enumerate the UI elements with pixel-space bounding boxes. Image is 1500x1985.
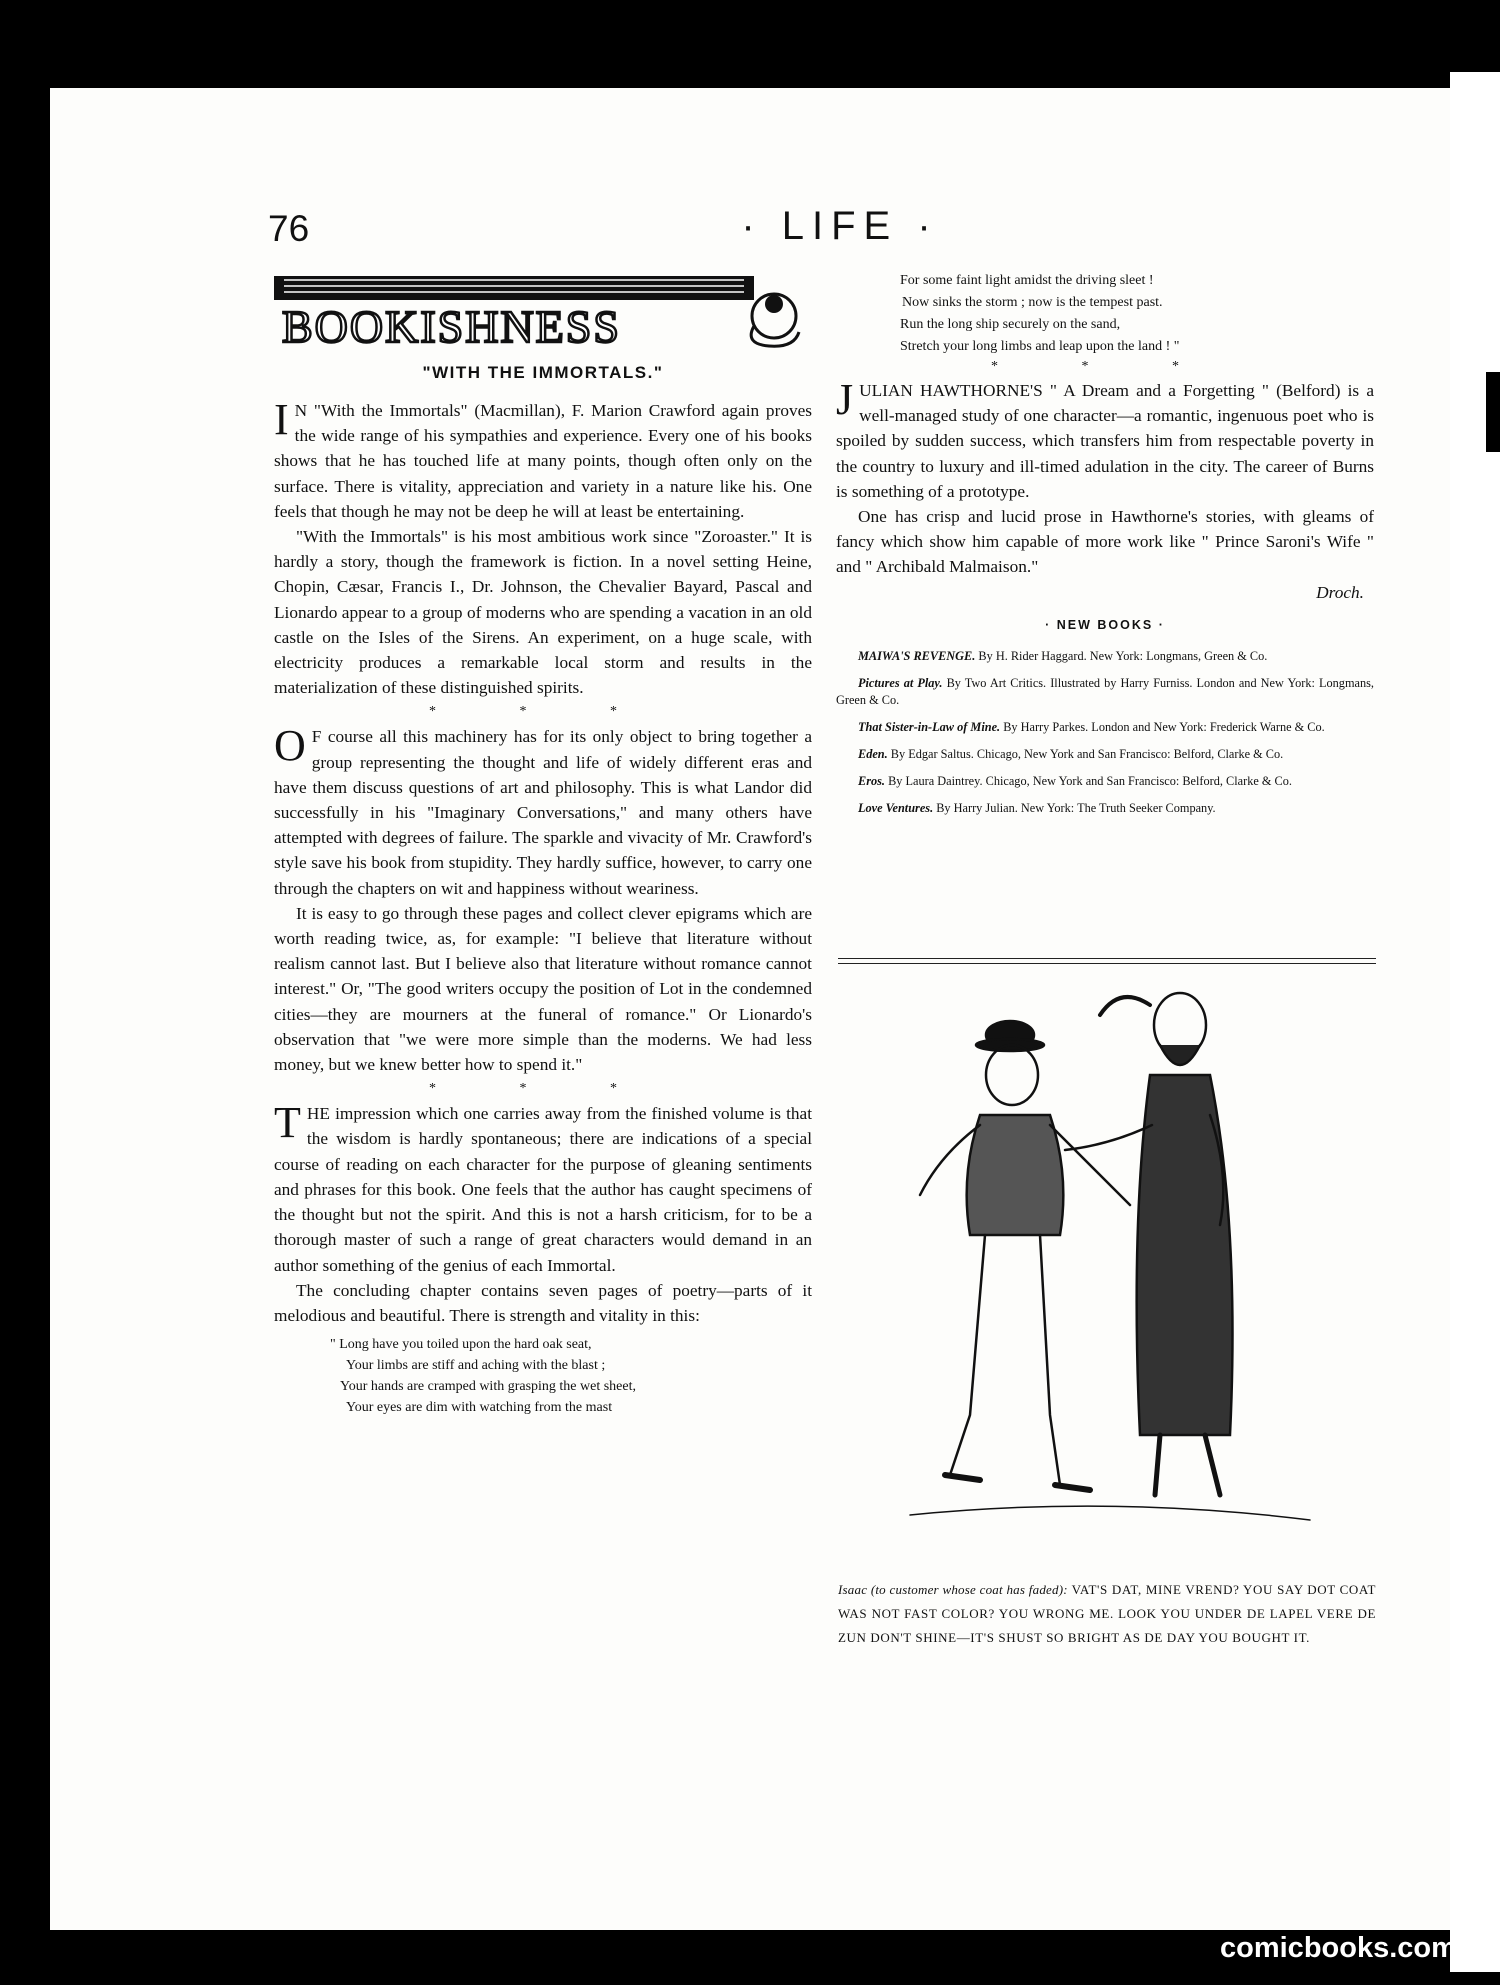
banner-title: BOOKISHNESS bbox=[282, 301, 621, 352]
paragraph-3: O F course all this machinery has for its only object to bring together a group representing the thought and life of widely different eras and have them discuss questions of art and philosophy. This is what Landor did successfully in his "Imaginary Conversations," and many others have attempted with degrees of failure. The sparkle and vivacity of Mr. Crawford's style save his book from stupidity. They hardly suffice, however, to carry one through the chapters on wit and happiness without weariness. bbox=[274, 721, 812, 898]
new-books-heading: · NEW BOOKS · bbox=[1045, 617, 1165, 632]
book-listing: That Sister-in-Law of Mine. By Harry Parkes. London and New York: Frederick Warne & Co. bbox=[858, 720, 1325, 735]
paragraph-5: THE impression which one carries away from the finished volume is that the wisdom is hardly spontaneous; there are indications of a special course of reading on each character for the purpose of gleaning sentiments and phrases for this book. One feels that the author has caught specimens of the thought but not the spirit. And this is not a harsh criticism, for to be a thorough master of such a range of great characters would demand in an author something of the genius of each Immortal. bbox=[274, 1098, 812, 1275]
section-divider: * * * bbox=[991, 359, 1219, 374]
poem-continuation bbox=[900, 270, 1179, 358]
article-heading: "WITH THE IMMORTALS." bbox=[422, 363, 664, 382]
book-listing: Love Ventures. By Harry Julian. New York: The Truth Seeker Company. bbox=[858, 801, 1216, 816]
paragraph-2: "With the Immortals" is his most ambitious work since "Zoroaster." It is hardly a story, though the framework is fiction. In a novel setting Heine, Chopin, Cæsar, Francis I., Dr. Johnson, the Chevalier Bayard, Pascal and Lionardo appear to a group of moderns who are spending a vacation in an old castle on the Isles of the Sirens. An experiment, on a huge scale, with electricity produces a remarkable local storm and results in the materialization of these distinguished spirits. bbox=[274, 527, 812, 698]
caption-speaker: Isaac (to customer whose coat has faded): bbox=[838, 1582, 1068, 1597]
cartoon-caption bbox=[838, 1578, 1376, 1650]
book-listing: MAIWA'S REVENGE. By H. Rider Haggard. New York: Longmans, Green & Co. bbox=[858, 649, 1268, 664]
drop-cap: T bbox=[274, 1098, 301, 1148]
cartoon-illustration bbox=[890, 975, 1330, 1555]
masthead: · LIFE · bbox=[741, 204, 939, 248]
caption-dialogue: VAT'S DAT, MINE VREND? YOU SAY DOT COAT WAS NOT FAST COLOR? YOU WRONG ME. LOOK YOU UNDER DE LAPEL VERE DE ZUN DON'T SHINE—IT'S SHUST SO BRIGHT AS DE DAY YOU BOUGHT IT. bbox=[838, 1582, 1376, 1645]
poem-line: Now sinks the storm ; now is the tempest past. bbox=[902, 295, 1163, 310]
drop-cap: J bbox=[836, 375, 854, 424]
paragraph-6: The concluding chapter contains seven pages of poetry—parts of it melodious and beautiful. There is strength and vitality in this: bbox=[274, 1280, 812, 1325]
watermark: comicbooks.com bbox=[1220, 1932, 1457, 1964]
poem-line: Your limbs are stiff and aching with the blast ; bbox=[346, 1358, 606, 1374]
drop-cap: O bbox=[274, 721, 306, 771]
paragraph-8: One has crisp and lucid prose in Hawthorne's stories, with gleams of fancy which show him capable of more work like " Prince Saroni's Wife " and " Archibald Malmaison." bbox=[836, 507, 1374, 577]
poem-line: Run the long ship securely on the sand, bbox=[900, 317, 1121, 332]
section-divider: * * * bbox=[429, 704, 657, 720]
section-divider: * * * bbox=[429, 1081, 657, 1097]
poem-line: Stretch your long limbs and leap upon the land ! " bbox=[900, 339, 1180, 354]
bookishness-banner bbox=[274, 274, 814, 354]
book-listing: Pictures at Play. By Two Art Critics. Illustrated by Harry Furniss. London and New York: Longmans, Green & Co. bbox=[836, 676, 1374, 708]
double-rule bbox=[838, 958, 1376, 964]
drop-cap: I bbox=[274, 395, 289, 444]
poem-line: Your eyes are dim with watching from the mast bbox=[346, 1400, 613, 1416]
paragraph-4: It is easy to go through these pages and collect clever epigrams which are worth reading twice, as, for example: "I believe that literature without realism cannot last. But I believe also that literature without romance cannot interest." Or, "The good writers occupy the position of Lot in the condemned cities—they are mourners at the funeral of romance." Or Lionardo's observation that "we were more simple than the moderns. We had less money, but we knew better how to spend it." bbox=[274, 903, 812, 1075]
poem-line: " Long have you toiled upon the hard oak seat, bbox=[330, 1337, 592, 1353]
poem-excerpt bbox=[274, 1334, 812, 1418]
adjacent-page-edge bbox=[1450, 72, 1500, 1972]
right-column bbox=[836, 356, 1374, 827]
book-listing: Eros. By Laura Daintrey. Chicago, New York and San Francisco: Belford, Clarke & Co. bbox=[858, 774, 1292, 789]
page-number: 76 bbox=[268, 208, 310, 249]
author-signature: Droch. bbox=[1316, 582, 1364, 602]
poem-line: Your hands are cramped with grasping the wet sheet, bbox=[340, 1379, 637, 1395]
left-column bbox=[274, 395, 812, 1418]
book-listing: Eden. By Edgar Saltus. Chicago, New York and San Francisco: Belford, Clarke & Co. bbox=[858, 747, 1284, 762]
poem-line: For some faint light amidst the driving sleet ! bbox=[900, 273, 1154, 288]
paragraph-7: JULIAN HAWTHORNE'S " A Dream and a Forgetting " (Belford) is a well-managed study of one character—a romantic, ingenuous poet who is spoiled by sudden success, which transfers him from respectable poverty in the country to luxury and ill-timed adulation in the city. The career of Burns is something of a prototype. bbox=[836, 375, 1374, 501]
paragraph-1: I N "With the Immortals" (Macmillan), F. Marion Crawford again proves the wide range of his sympathies and experience. Every one of his books shows that he has touched life at many points, though often only on the surface. There is vitality, appreciation and variety in a nature like his. One feels that though he may not be deep he will at least be entertaining. bbox=[274, 395, 812, 521]
